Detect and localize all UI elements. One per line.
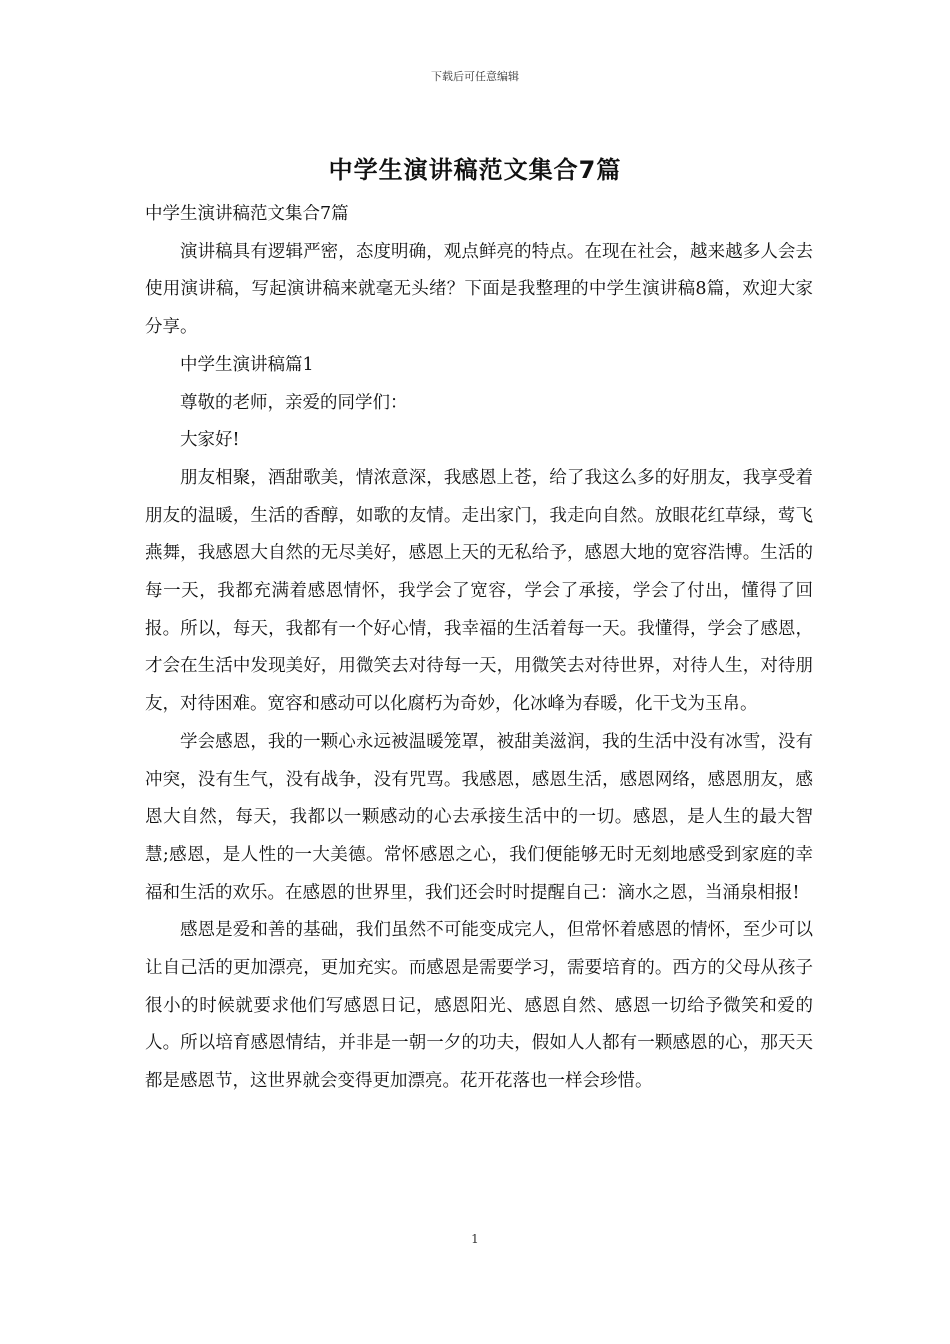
body-paragraph: 感恩是爱和善的基础，我们虽然不可能变成完人，但常怀着感恩的情怀，至少可以让自己活的更加漂亮，更加充实。而感恩是需要学习，需要培育的。西方的父母从孩子很小的时候就要求他们写感恩日记，感恩阳光、感恩自然、感恩一切给予微笑和爱的人。所以培育感恩情结，并非是一朝一夕的功夫，假如人人都有一颗感恩的心，那天天都是感恩节，这世界就会变得更加漂亮。花开花落也一样会珍惜。 xyxy=(145,920,813,1092)
subtitle-paragraph: 中学生演讲稿范文集合7篇 xyxy=(145,204,349,224)
body-paragraph: 朋友相聚，酒甜歌美，情浓意深，我感恩上苍，给了我这么多的好朋友，我享受着朋友的温暖，生活的香醇，如歌的友情。走出家门，我走向自然。放眼花红草绿，莺飞燕舞，我感恩大自然的无尽美好，感恩上天的无私给予，感恩大地的宽容浩博。生活的每一天，我都充满着感恩情怀，我学会了宽容，学会了承接，学会了付出，懂得了回报。所以，每天，我都有一个好心情，我幸福的生活着每一天。我懂得，学会了感恩，才会在生活中发现美好，用微笑去对待每一天，用微笑去对待世界，对待人生，对待朋友，对待困难。宽容和感动可以化腐朽为奇妙，化冰峰为春暖，化干戈为玉帛。 xyxy=(145,467,813,715)
document-title: 中学生演讲稿范文集合7篇 xyxy=(328,156,622,184)
page-header: 下载后可任意编辑 xyxy=(431,70,519,83)
salutation: 尊敬的老师，亲爱的同学们： xyxy=(180,392,408,413)
document-body xyxy=(145,196,813,1101)
body-paragraph: 学会感恩，我的一颗心永远被温暖笼罩，被甜美滋润，我的生活中没有冰雪，没有冲突，没有生气，没有战争，没有咒骂。我感恩，感恩生活，感恩网络，感恩朋友，感恩大自然，每天，我都以一颗感动的心去承接生活中的一切。感恩，是人生的最大智慧;感恩，是人性的一大美德。常怀感恩之心，我们便能够无时无刻地感受到家庭的幸福和生活的欢乐。在感恩的世界里，我们还会时时提醒自己：滴水之恩，当涌泉相报! xyxy=(145,731,813,903)
intro-paragraph: 演讲稿具有逻辑严密，态度明确，观点鲜亮的特点。在现在社会，越来越多人会去使用演讲稿，写起演讲稿来就毫无头绪？下面是我整理的中学生演讲稿8篇，欢迎大家分享。 xyxy=(145,241,813,338)
page-number: 1 xyxy=(471,1232,479,1246)
section-heading: 中学生演讲稿篇1 xyxy=(180,354,314,375)
greeting: 大家好! xyxy=(180,430,240,451)
